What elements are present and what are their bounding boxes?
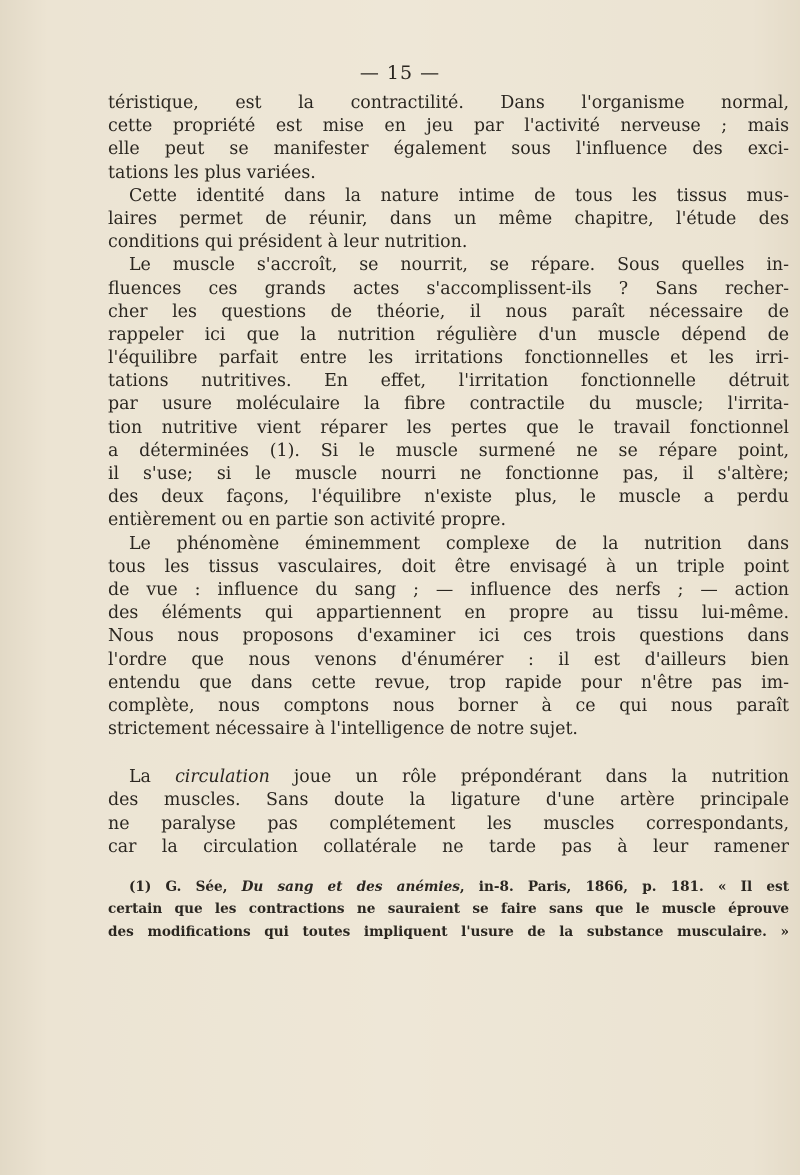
section-gap	[108, 741, 789, 766]
italic-title: Du sang et des anémies	[241, 879, 460, 895]
text-line: des deux façons, l'équilibre n'existe plus, le muscle a perdu	[108, 487, 789, 508]
text-line: Nous nous proposons d'examiner ici ces trois questions dans	[108, 626, 789, 647]
text-line: des muscles. Sans doute la ligature d'une artère principale	[108, 790, 789, 811]
paragraphs	[108, 92, 789, 741]
text-line: cette propriété est mise en jeu par l'activité nerveuse ; mais	[108, 116, 789, 137]
text-line: tations nutritives. En effet, l'irritation fonctionnelle détruit	[108, 371, 789, 392]
italic-term: circulation	[175, 767, 270, 788]
footnote-line: certain que les contractions ne sauraient se faire sans que le muscle éprouve	[108, 901, 789, 918]
text-line: par usure moléculaire la fibre contractile du muscle; l'irrita-	[108, 394, 789, 415]
text-line: elle peut se manifester également sous l'influence des exci-	[108, 139, 789, 160]
text-line: car la circulation collatérale ne tarde pas à leur ramener	[108, 836, 789, 857]
text-fragment: (1) G. Sée,	[129, 879, 242, 895]
text-line: conditions qui président à leur nutrition.	[108, 232, 468, 253]
text-line: Cette identité dans la nature intime de tous les tissus mus-	[129, 185, 789, 206]
text-line: strictement nécessaire à l'intelligence de notre sujet.	[108, 719, 578, 740]
footnote	[108, 876, 789, 943]
text-line: laires permet de réunir, dans un même chapitre, l'étude des	[108, 208, 789, 229]
footnote-line	[108, 876, 789, 898]
text-line: entièrement ou en partie son activité propre.	[108, 510, 506, 531]
paragraph	[108, 185, 789, 255]
text-line: tations les plus variées.	[108, 162, 316, 183]
text-line: fluences ces grands actes s'accomplissent-ils ? Sans recher-	[108, 278, 789, 299]
text-line: Le muscle s'accroît, se nourrit, se répare. Sous quelles in-	[129, 255, 789, 276]
text-line: tous les tissus vasculaires, doit être envisagé à un triple point	[108, 556, 789, 577]
text-line: rappeler ici que la nutrition régulière d'un muscle dépend de	[108, 324, 789, 345]
text-fragment: La	[129, 767, 176, 788]
text-line: Le phénomène éminemment complexe de la nutrition dans	[129, 533, 789, 554]
text-line: l'équilibre parfait entre les irritations fonctionnelles et les irri-	[108, 348, 789, 369]
text-line: l'ordre que nous venons d'énumérer : il est d'ailleurs bien	[108, 649, 789, 670]
text-line: des éléments qui appartiennent en propre au tissu lui-même.	[108, 603, 789, 624]
text-line: téristique, est la contractilité. Dans l'organisme normal,	[108, 93, 789, 113]
text-line: tion nutritive vient réparer les pertes que le travail fonctionnel	[108, 417, 789, 438]
text-line: il s'use; si le muscle nourri ne fonctionne pas, il s'altère;	[108, 464, 789, 484]
text-line: cher les questions de théorie, il nous paraît nécessaire de	[108, 301, 789, 322]
page-number: — 15 —	[359, 62, 441, 84]
text-line: entendu que dans cette revue, trop rapide pour n'être pas im-	[108, 672, 789, 693]
text-line: ne paralyse pas complétement les muscles correspondants,	[108, 813, 789, 834]
body-text	[108, 92, 789, 859]
paragraph	[108, 254, 789, 532]
text-line	[108, 766, 789, 789]
text-line: de vue : influence du sang ; — influence des nerfs ; — action	[108, 579, 789, 600]
paragraph	[108, 92, 789, 185]
text-fragment: joue un rôle prépondérant dans la nutrition	[269, 767, 789, 788]
circulation-paragraph	[108, 766, 789, 859]
text-line: complète, nous comptons nous borner à ce qui nous paraît	[108, 695, 789, 716]
text-fragment: , in-8. Paris, 1866, p. 181. « Il est	[459, 879, 789, 895]
text-line: a déterminées (1). Si le muscle surmené ne se répare point,	[108, 440, 789, 461]
paragraph	[108, 533, 789, 742]
footnote-line: des modifications qui toutes impliquent l'usure de la substance musculaire. »	[108, 923, 789, 940]
